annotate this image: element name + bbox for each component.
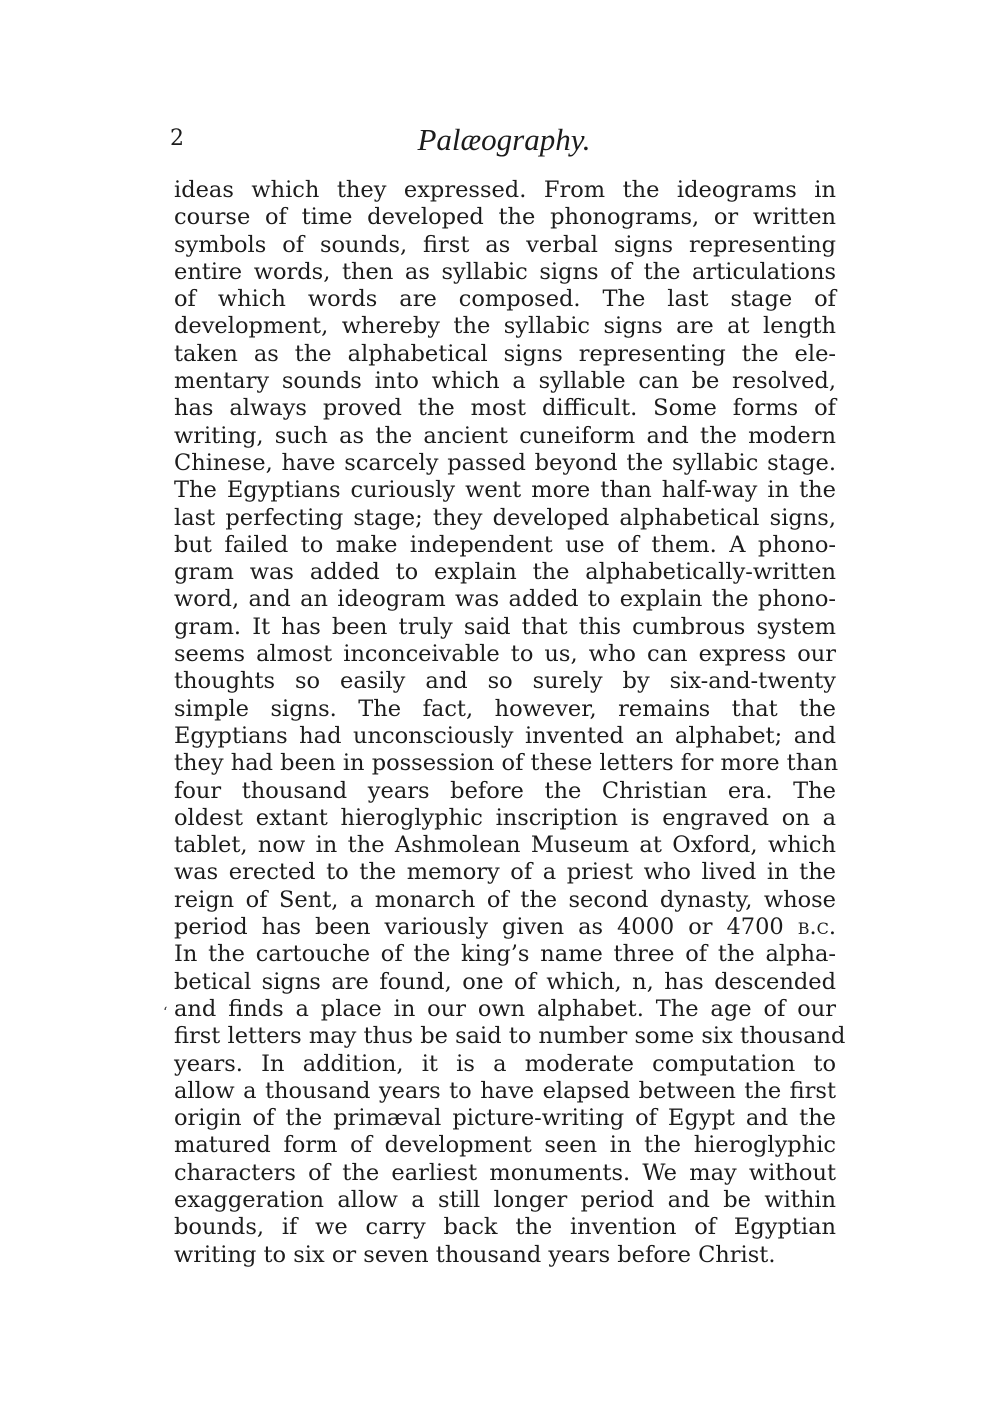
text-line: years. In addition, it is a moderate computation to — [174, 1050, 836, 1077]
text-line: In the cartouche of the king’s name three of the alpha- — [174, 941, 836, 968]
text-line: ideas which they expressed. From the ideograms in — [174, 177, 836, 203]
text-line: Chinese, have scarcely passed beyond the syllabic stage. — [174, 449, 836, 476]
page-number: 2 — [170, 126, 184, 151]
text-line: simple signs. The fact, however, remains that the — [174, 695, 836, 722]
text-line: entire words, then as syllabic signs of the articulations — [174, 258, 836, 285]
text-line: gram. It has been truly said that this cumbrous system — [174, 613, 836, 640]
text-line: symbols of sounds, first as verbal signs representing — [174, 231, 836, 258]
text-line: exaggeration allow a still longer period and be within — [174, 1186, 836, 1213]
text-line: development, whereby the syllabic signs are at length — [174, 313, 836, 340]
text-line: seems almost inconceivable to us, who can express our — [174, 641, 836, 668]
era-abbreviation: b.c. — [797, 914, 836, 941]
text-line: oldest extant hieroglyphic inscription is engraved on a — [174, 804, 836, 831]
text-line: thoughts so easily and so surely by six-and-twenty — [174, 668, 836, 695]
text-line: and finds a place in our own alphabet. The age of our — [174, 995, 836, 1022]
text-line: has always proved the most difficult. Some forms of — [174, 395, 836, 422]
text-line: reign of Sent, a monarch of the second dynasty, whose — [174, 886, 836, 913]
text-line: they had been in possession of these letters for more than — [174, 750, 839, 777]
text-line: The Egyptians curiously went more than half-way in the — [174, 477, 836, 504]
text-line: tablet, now in the Ashmolean Museum at Oxford, which — [174, 832, 836, 859]
text-line: word, and an ideogram was added to explain the phono- — [174, 586, 836, 613]
text-line: writing, such as the ancient cuneiform and the modern — [174, 422, 836, 449]
text-line-segment: period has been variously given as 4000 or 4700 — [174, 914, 798, 941]
body-paragraph — [174, 177, 846, 1269]
text-line: four thousand years before the Christian era. The — [174, 777, 836, 804]
text-line: but failed to make independent use of them. A phono- — [174, 531, 836, 558]
text-line: last perfecting stage; they developed alphabetical signs, — [174, 504, 836, 531]
text-line: course of time developed the phonograms, or written — [174, 204, 836, 231]
text-line: betical signs are found, one of which, n, has descended — [174, 968, 836, 995]
text-line: matured form of development seen in the hieroglyphic — [174, 1132, 836, 1159]
text-line: writing to six or seven thousand years before Christ. — [174, 1241, 776, 1268]
text-line: characters of the earliest monuments. We may without — [174, 1159, 836, 1186]
text-line: bounds, if we carry back the invention of Egyptian — [174, 1214, 836, 1241]
page-header — [170, 122, 838, 162]
text-line: origin of the primæval picture-writing of Egypt and the — [174, 1105, 836, 1132]
margin-tick-mark: ‘ — [163, 1005, 168, 1021]
text-line: was erected to the memory of a priest who lived in the — [174, 859, 836, 886]
text-line: first letters may thus be said to number some six thousand — [174, 1023, 846, 1050]
text-line — [174, 914, 836, 941]
text-line: mentary sounds into which a syllable can be resolved, — [174, 368, 836, 395]
text-line: Egyptians had unconsciously invented an alphabet; and — [174, 722, 836, 749]
text-line: gram was added to explain the alphabetically-written — [174, 559, 836, 586]
text-line: allow a thousand years to have elapsed between the first — [174, 1077, 836, 1104]
running-title: Palæography. — [417, 122, 591, 157]
text-line: taken as the alphabetical signs representing the ele- — [174, 340, 836, 367]
text-line: of which words are composed. The last stage of — [174, 286, 836, 313]
